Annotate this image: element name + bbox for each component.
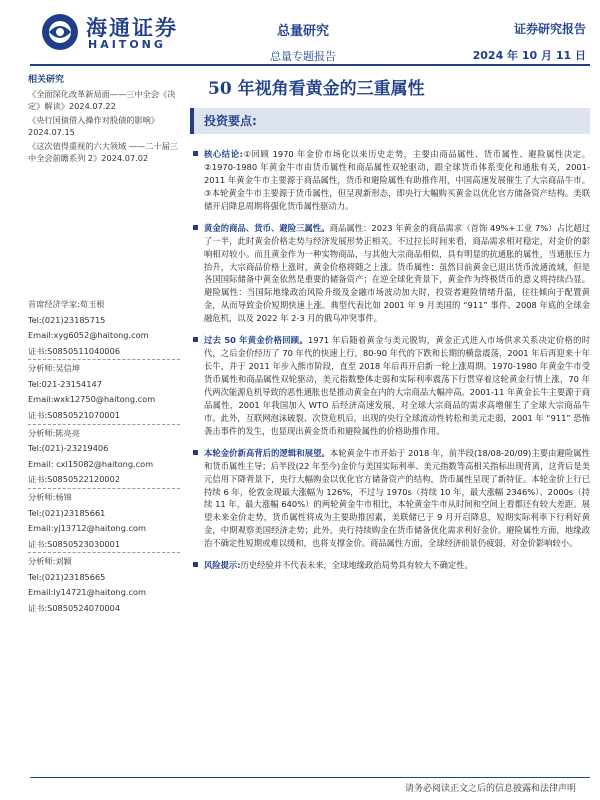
bullet-square-icon bbox=[193, 450, 198, 455]
analyst-email[interactable]: Email:ly14721@haitong.com bbox=[28, 587, 147, 598]
logo-text-cn: 海通证券 bbox=[86, 15, 178, 40]
bullet-risk-warning bbox=[190, 559, 590, 572]
report-subcategory: 总量专题报告 bbox=[270, 50, 336, 63]
bullet-square-icon bbox=[193, 562, 198, 567]
analyst-name: 分析师:刘颖 bbox=[28, 556, 72, 567]
logo-text-en: HAITONG bbox=[88, 38, 166, 51]
related-item[interactable]: 《央行国债借入操作对股债的影响》2024.07.15 bbox=[28, 114, 160, 137]
analyst-tel: Tel:(021)23185661 bbox=[28, 507, 106, 518]
header-meta bbox=[473, 20, 586, 63]
bullet-core-conclusion bbox=[190, 148, 590, 213]
bullet-square-icon bbox=[193, 337, 198, 342]
analyst-cert: 证书:S0850524070004 bbox=[28, 602, 121, 613]
related-item[interactable]: 《这次值得重视的六大领域 ——二十届三中全会前瞻系列 2》2024.07.02 bbox=[28, 140, 178, 163]
analyst-card bbox=[28, 359, 180, 423]
investment-highlights-heading: 投资要点: bbox=[190, 108, 590, 134]
bullet-lead: 黄金的商品、货币、避险三属性。 bbox=[204, 222, 330, 233]
analyst-cert: 证书:S0850521070001 bbox=[28, 410, 121, 421]
bullet-text: 1971 年后随着黄金与美元脱钩，黄金正式进入市场供求关系决定价格的时代，之后金价经历了 70 年代的快速上行，80-90 年代的下跌和长期的横盘震荡，2001 年后再迎来十年长牛，并于 2011 年步入熊市阶段，直至 2018 年后再开启新一轮上涨周期。1970-1980 年黄金牛市受货币属性和商品属性双轮驱动，美元指数整体走弱和实际利率震荡下行贯穿着这轮黄金行情上涨，70 年代两次能源危机导致的恶性通胀也是推动黄金在内的大宗商品大幅冲高。2001-11 年黄金长牛主要源于商品属性，2001 年我国加入 WTO 后经济高速发展，对全球大宗商品的需求高增催生了全球大宗商品牛市。此外，互联网泡沫破裂、次贷危机后，出现的央行全球流动性转松和美元走弱，2001 年 “911” 恐怖袭击事件的发生，也显现出黄金货币和避险属性的价格助推作用。 bbox=[204, 335, 591, 436]
bullet-text: ①回顾 1970 年金价市场化以来历史走势，主要由商品属性、货币属性、避险属性决定。②1970-1980 年黄金牛市由货币属性和商品属性双轮驱动，跟全球货币体系变化和通胀有关，2001-2011 年黄金牛市主要源于商品属性，货币和避险属性有助推作用，中国高速发展催生了大宗商品牛市。③本轮黄金牛市主要源于货币属性，但呈现新形态，即央行大幅购买黄金以优化官方储备资产结构。美联储开启降息周期将强化货币属性驱动力。 bbox=[204, 149, 590, 211]
analyst-email[interactable]: Email:yj13712@haitong.com bbox=[28, 523, 147, 534]
haitong-logo-icon bbox=[40, 12, 80, 52]
analyst-cert: 证书:S0850511040006 bbox=[28, 345, 121, 356]
analyst-name: 分析师:杨锦 bbox=[28, 491, 72, 502]
analyst-list bbox=[28, 296, 180, 617]
analyst-tel: Tel:021-23154147 bbox=[28, 378, 102, 389]
analyst-name: 分析师:吴信坤 bbox=[28, 363, 80, 374]
bullet-square-icon bbox=[193, 225, 198, 230]
haitong-logo bbox=[40, 12, 180, 54]
analyst-card bbox=[28, 552, 180, 616]
analyst-email[interactable]: Email:xyg6052@haitong.com bbox=[28, 330, 149, 341]
report-category: 总量研究 bbox=[276, 24, 329, 39]
bullet-square-icon bbox=[193, 151, 198, 156]
main-content bbox=[190, 74, 590, 572]
bullet-lead: 过去 50 年黄金价格回顾。 bbox=[204, 335, 309, 346]
analyst-cert: 证书:S0850522120002 bbox=[28, 474, 121, 485]
analyst-tel: Tel:(021)23185665 bbox=[28, 571, 106, 582]
analyst-card bbox=[28, 488, 180, 552]
analyst-card bbox=[28, 424, 180, 488]
report-type: 证券研究报告 bbox=[513, 22, 586, 36]
analyst-email[interactable]: Email: cxl15082@haitong.com bbox=[28, 458, 154, 469]
page-header bbox=[0, 0, 600, 64]
related-research bbox=[28, 74, 180, 166]
analyst-name: 首席经济学家:荀玉根 bbox=[28, 299, 105, 309]
related-item[interactable]: 《全面深化改革新局面——三中全会《决定》解读》2024.07.22 bbox=[28, 89, 176, 111]
bullet-text: 历史经验并不代表未来，全球地缘政治局势具有较大不确定性。 bbox=[240, 560, 473, 571]
bullet-three-attributes bbox=[190, 222, 590, 326]
bullet-lead: 风险提示: bbox=[204, 560, 241, 571]
analyst-tel: Tel:(021)-23219406 bbox=[28, 443, 109, 454]
analyst-tel: Tel:(021)23185715 bbox=[28, 314, 106, 325]
report-title: 50 年视角看黄金的三重属性 bbox=[208, 79, 425, 99]
bullet-outlook bbox=[190, 447, 590, 551]
bullet-lead: 本轮金价新高背后的逻辑和展望。 bbox=[204, 447, 330, 458]
disclaimer-footer: 请务必阅读正文之后的信息披露和法律声明 bbox=[404, 784, 576, 794]
bullet-lead: 核心结论: bbox=[204, 149, 243, 159]
analyst-card bbox=[28, 296, 180, 359]
analyst-name: 分析师:陈亮亮 bbox=[28, 427, 80, 438]
bullet-text: 商品属性：2023 年黄金的商品需求（首饰 49%+工业 7%）占比超过了一半，此时黄金价格走势与经济发展形势正相关。不过拉长时间来看，商品需求相对稳定，对金价的影响相对较小。而且黄金作为一种实物商品，与其他大宗商品相似，具有明显的抗通胀的属性，当通胀压力抬升，大宗商品价格上涨时，黄金价格将随之上涨。货币属性：虽然目前黄金已退出货币流通流域，但是各国国际储备中黄金依然是重要的储备资产；在逆全球化背景下，黄金作为终极货币的意义将持续凸显。避险属性：当国际地缘政治风险升级及金融市场波动加大时，投资者避险情绪升温，往往倾向于配置黄金，从而导致金价短期快速上涨。典型代表比如 2001 年 9 月美国的 “911” 事件、2008 年底的全球金融危机，以及 2022 年 2-3 月的俄乌冲突事件。 bbox=[204, 222, 590, 324]
header-category-block bbox=[268, 20, 338, 64]
related-research-title: 相关研究 bbox=[28, 75, 65, 85]
header-divider bbox=[30, 64, 590, 66]
bullet-history-review bbox=[190, 334, 590, 438]
footer-divider bbox=[30, 777, 590, 778]
analyst-email[interactable]: Email:wxk12750@haitong.com bbox=[28, 394, 156, 405]
analyst-cert: 证书:S0850523030001 bbox=[28, 538, 121, 549]
bullet-text: 本轮黄金牛市开始于 2018 年，前半段(18/08-20/09)主要由避险属性和货币属性主导；后半段(22 年至今)金价与美国实际利率、美元指数等高相关指标出现背离，这背后是美元信用下降背景下，央行大幅购金以优化官方储备资产的结构，货币属性呈现了新特征。本轮金价上行已持续 6 年，伦敦金现最大涨幅为 126%，不过与 1970s（持续 10 年，最大涨幅 2346%）、2000s（持续 11 年，最大涨幅 640%）的两轮黄金牛市相比，本轮黄金牛市从时间和空间上看都还有较大差距。展望未来金价走势，货币属性将成为主要助推因素，美联储已于 9 月开启降息，短期实际利率下行利好黄金，中期观察美国经济走势；此外，央行持续购金在货币储备优化需求利好金价。避险属性方面，地缘政治不确定性短期或难以缓和，也将支撑金价。商品属性方面，全球经济前景仍疲弱，对金价影响较小。 bbox=[204, 447, 590, 549]
report-date: 2024 年 10 月 11 日 bbox=[472, 49, 586, 62]
